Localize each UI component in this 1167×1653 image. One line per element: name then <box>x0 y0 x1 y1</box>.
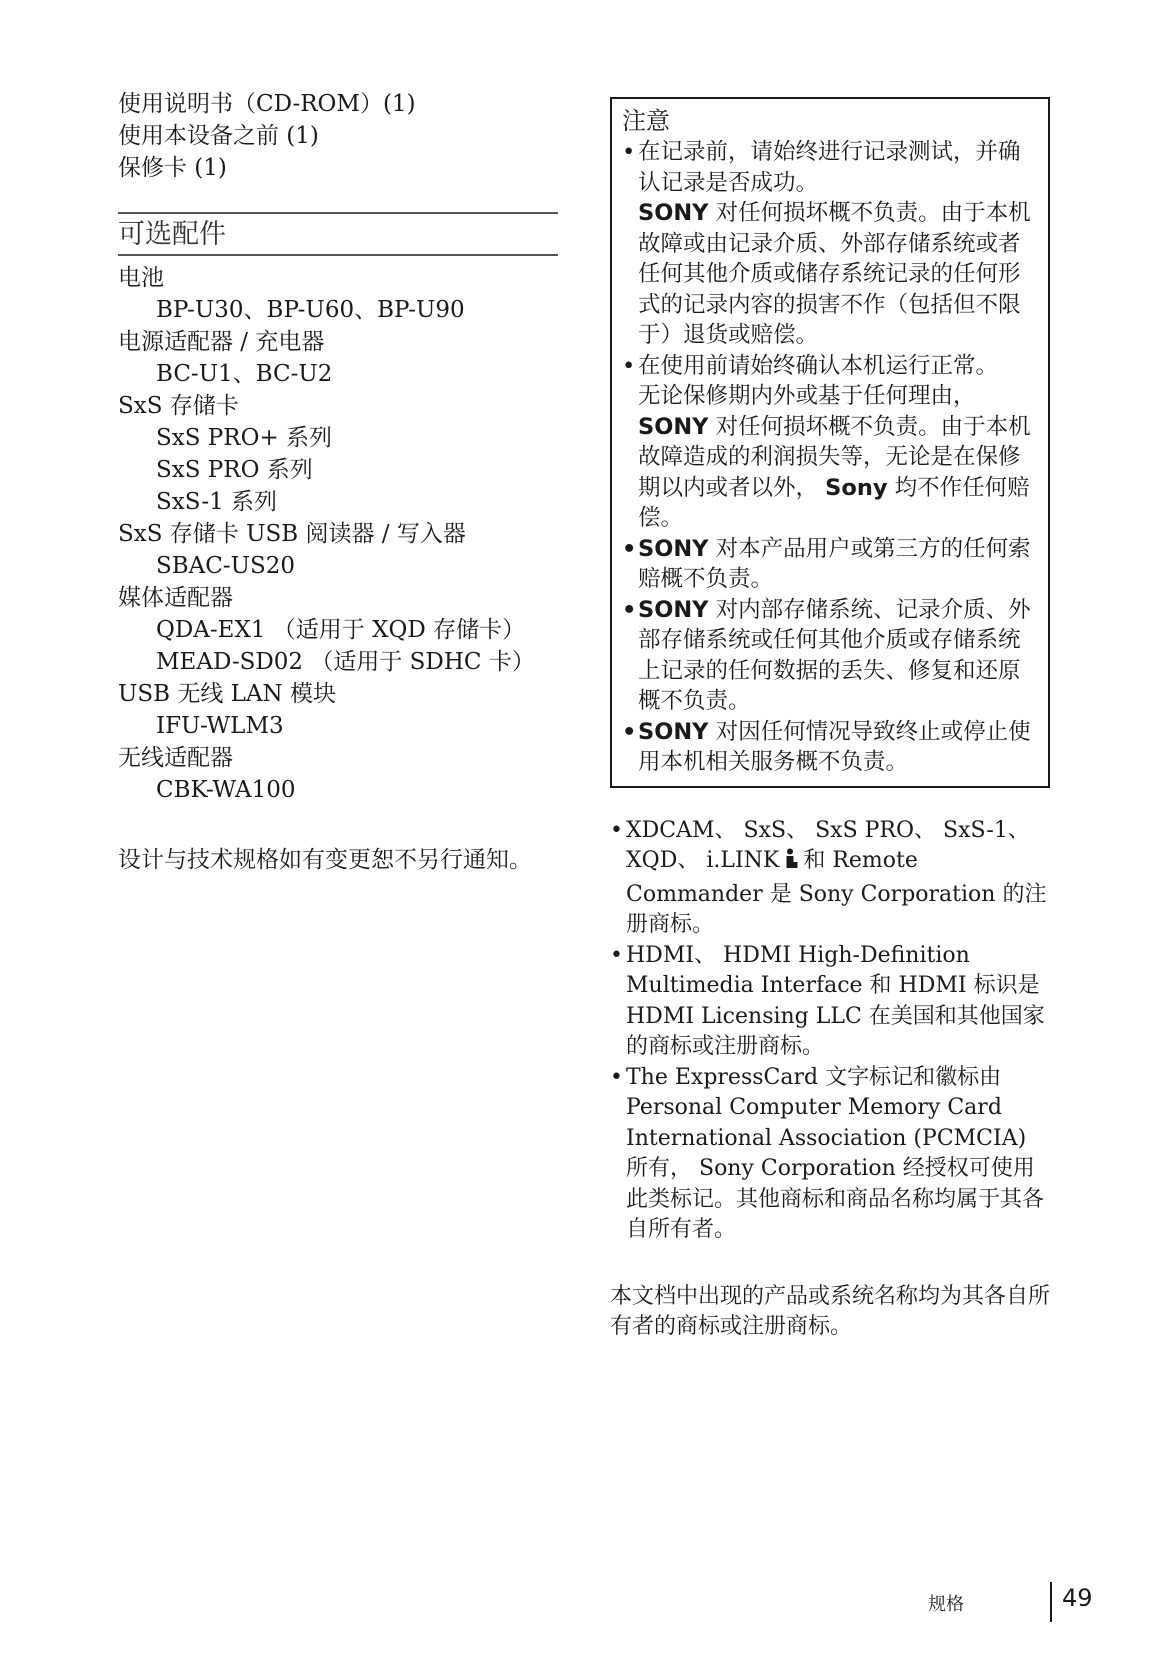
bullet-icon: • <box>622 718 637 745</box>
spec-change-note: 设计与技术规格如有变更恕不另行通知。 <box>118 847 532 873</box>
bullet-icon: • <box>610 817 623 843</box>
accessory-model: IFU-WLM3 <box>156 713 284 739</box>
left-column <box>118 88 558 876</box>
caution-item <box>622 137 1038 198</box>
trademark-text: The ExpressCard 文字标记和徽标由 Personal Computer Memory Card International Association (PCMCIA) 所有， Sony Corporation 经授权可使用此类标记。其他商标和商品名称均属于其各自所有者。 <box>626 1064 1045 1242</box>
page-number: 49 <box>1062 1584 1093 1612</box>
caution-text: 均不作任何赔偿。 <box>638 474 1030 531</box>
accessory-category: 媒体适配器 <box>118 585 233 611</box>
bullet-icon: • <box>622 139 636 165</box>
accessory-model: SBAC-US20 <box>156 553 296 579</box>
included-item: 保修卡 (1) <box>118 155 227 181</box>
bullet-icon: • <box>622 596 637 623</box>
right-column <box>610 97 1050 1343</box>
trademark-list <box>610 816 1050 1246</box>
caution-text: 对任何损坏概不负责。由于本机故障或由记录介质、外部存储系统或者任何其他介质或储存系统记录的任何形式的记录内容的损害不作（包括但不限于）退货或赔偿。 <box>638 200 1031 348</box>
bullet-icon: • <box>610 1064 623 1090</box>
trademark-item <box>610 816 1050 941</box>
included-item: 使用说明书（CD-ROM）(1) <box>118 91 416 117</box>
caution-box <box>610 97 1050 788</box>
included-item: 使用本设备之前 (1) <box>118 123 319 149</box>
brand-name: SONY <box>638 535 709 562</box>
trademark-item <box>610 941 1050 1063</box>
accessory-model: MEAD-SD02 （适用于 SDHC 卡） <box>156 649 535 675</box>
caution-text: 无论保修期内外或基于任何理由， <box>638 383 976 409</box>
caution-subtext <box>622 198 1038 351</box>
accessory-category: 电池 <box>118 265 164 291</box>
bullet-icon: • <box>622 352 636 379</box>
accessory-category: 电源适配器 / 充电器 <box>118 329 325 355</box>
brand-name: SONY <box>638 718 709 745</box>
brand-name: SONY <box>638 596 709 623</box>
trademark-text: 和 Remote Commander 是 Sony Corporation 的注册商标。 <box>626 848 1047 937</box>
bullet-icon: • <box>610 942 623 968</box>
accessory-category: 无线适配器 <box>118 745 233 771</box>
caution-text: 在记录前，请始终进行记录测试，并确认记录是否成功。 <box>638 139 1021 196</box>
brand-name: Sony <box>825 474 888 501</box>
ilink-logo-icon <box>783 848 799 880</box>
footer-divider <box>1050 1582 1052 1622</box>
section-title-optional: 可选配件 <box>118 212 558 256</box>
caution-title: 注意 <box>622 107 670 135</box>
caution-text: 对因任何情况导致终止或停止使用本机相关服务概不负责。 <box>638 718 1031 775</box>
caution-item <box>622 351 1038 382</box>
accessory-model: BP-U30、BP-U60、BP-U90 <box>156 297 465 323</box>
caution-text: 对任何损坏概不负责。由于本机故障造成的利润损失等，无论是在保修期以内或者以外， <box>638 413 1031 501</box>
accessory-model: SxS-1 系列 <box>156 489 278 515</box>
bullet-icon: • <box>622 535 637 562</box>
accessory-model: SxS PRO+ 系列 <box>156 425 333 451</box>
accessory-model: CBK-WA100 <box>156 777 296 803</box>
trademark-text: XDCAM、 SxS、 SxS PRO、 SxS-1、 XQD、 i.LINK <box>626 817 1030 873</box>
accessory-category: SxS 存储卡 USB 阅读器 / 写入器 <box>118 521 466 547</box>
accessory-category: USB 无线 LAN 模块 <box>118 681 336 707</box>
caution-item <box>622 595 1038 717</box>
caution-text: 对内部存储系统、记录介质、外部存储系统或任何其他介质或存储系统上记录的任何数据的丢失、修复和还原概不负责。 <box>638 596 1031 714</box>
caution-item <box>622 534 1038 595</box>
brand-name: SONY <box>638 200 709 226</box>
closing-note: 本文档中出现的产品或系统名称均为其各自所有者的商标或注册商标。 <box>610 1283 1051 1339</box>
accessory-category: SxS 存储卡 <box>118 393 239 419</box>
caution-text: 在使用前请始终确认本机运行正常。 <box>638 352 999 379</box>
accessory-model: SxS PRO 系列 <box>156 457 313 483</box>
accessory-model: QDA-EX1 （适用于 XQD 存储卡） <box>156 617 526 643</box>
caution-item <box>622 717 1038 778</box>
included-list <box>118 88 558 184</box>
trademark-item <box>610 1063 1050 1246</box>
optional-accessories-list <box>118 262 558 806</box>
trademark-text: HDMI、 HDMI High-Definition Multimedia Interface 和 HDMI 标识是 HDMI Licensing LLC 在美国和其他国家的商标或注册商标。 <box>626 942 1045 1059</box>
section-label: 规格 <box>928 1594 964 1615</box>
caution-text: 对本产品用户或第三方的任何索赔概不负责。 <box>638 535 1031 592</box>
brand-name: SONY <box>638 413 709 440</box>
accessory-model: BC-U1、BC-U2 <box>156 361 333 387</box>
caution-subtext <box>622 381 1038 534</box>
